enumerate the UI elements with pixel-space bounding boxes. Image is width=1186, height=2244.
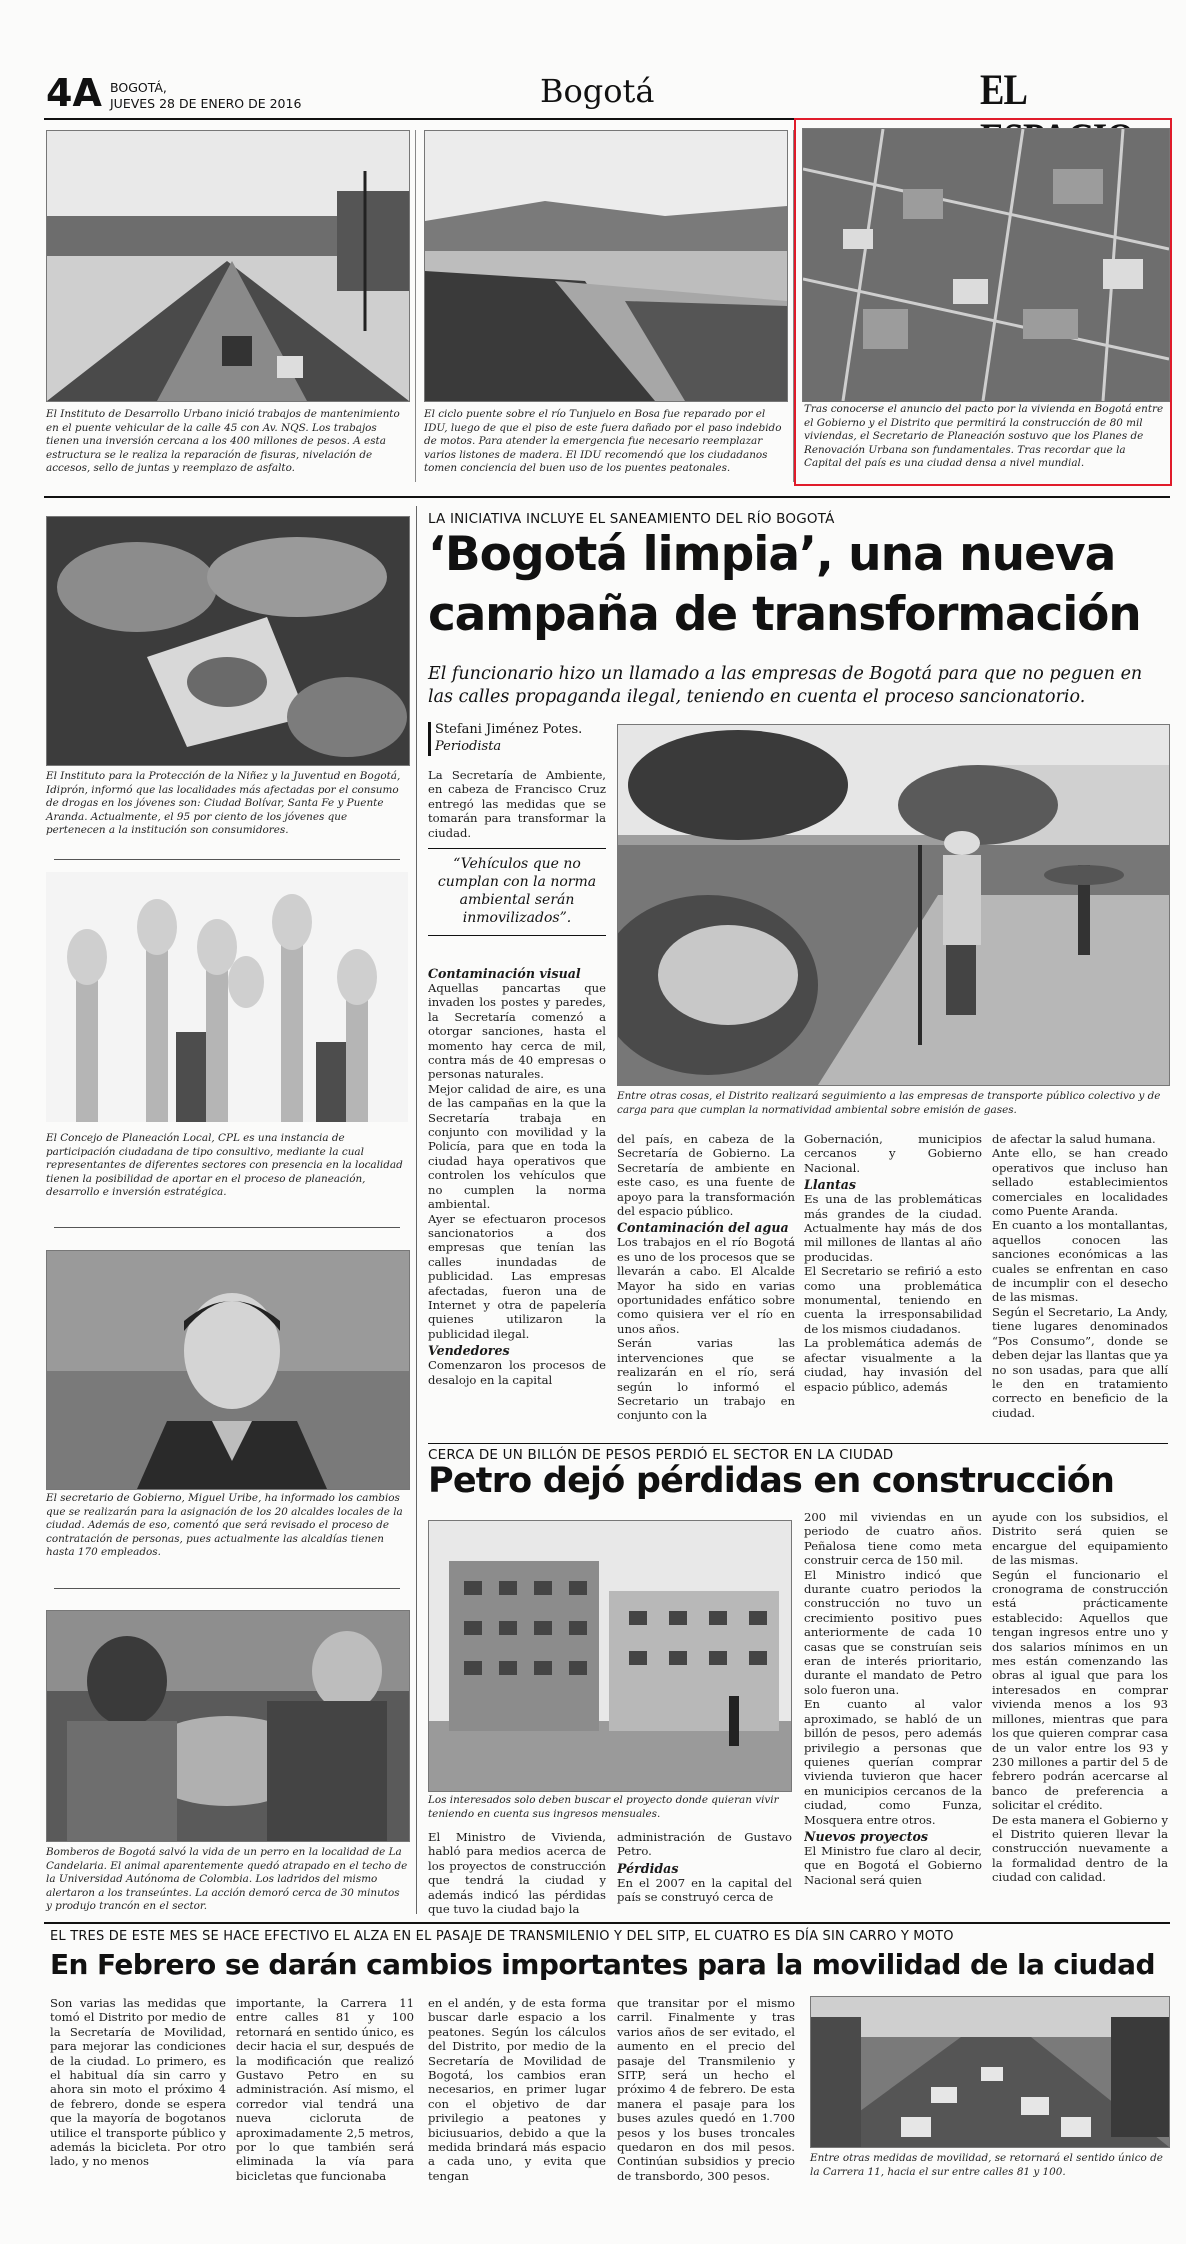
left-rule-1 xyxy=(54,859,400,860)
caption-aerial-city: Tras conocerse el anuncio del pacto por la vivienda en Bogotá entre el Gobierno y el Distrito que permitirá la construcción de 80 mil viviendas, el Secretario de Planeación sostuvo que los Planes de Renovación Urbana son fundamentales. Tras recordar que la Capital del país es una ciudad densa a nivel mundial. xyxy=(804,403,1164,470)
article2-kicker: CERCA DE UN BILLÓN DE PESOS PERDIÓ EL SECTOR EN LA CIUDAD xyxy=(428,1447,894,1463)
highlight-box xyxy=(794,118,1172,486)
article1-headline-1: ‘Bogotá limpia’, una nueva xyxy=(428,527,1116,582)
caption-park-worker: Entre otras cosas, el Distrito realizará seguimiento a las empresas de transporte público colectivo y de carga para que cumplan la normatividad ambiental sobre emisión de gases. xyxy=(617,1090,1161,1116)
article1-c4-p4: Según el Secretario, La Andy, tiene lugares denominados “Pos Consumo”, donde se deben dejar las llantas que ya no son usadas, para que allí le den en tratamiento correcto en beneficio de la ciudad. xyxy=(992,1304,1168,1420)
article1-c3-p1: Gobernación, municipios cercanos y Gobierno Nacional. xyxy=(804,1132,982,1175)
masthead-logo: EL xyxy=(980,67,1026,114)
article2-c1-p1: 200 mil viviendas en un periodo de cuatro años. Peñalosa tiene como meta construir cerca de 150 mil. xyxy=(804,1510,982,1568)
article1-pullquote xyxy=(428,848,606,936)
article2-headline: Petro dejó pérdidas en construcción xyxy=(428,1461,1115,1501)
caption-river-bridge: El ciclo puente sobre el río Tunjuelo en Bosa fue reparado por el IDU, luego de que el piso de este fuera dañado por el paso indebido de motos. Para atender la emergencia fue necesario reemplazar varios listones de madera. El IDU recomendó que los ciudadanos tomen conciencia del buen uso de los puentes peatonales. xyxy=(424,408,782,475)
top-section-rule xyxy=(44,496,1170,498)
article2-b1: El Ministro de Vivienda, habló para medios acerca de los proyectos de construcción que tendrá la ciudad y además indicó las pérdidas que tuvo la ciudad bajo la xyxy=(428,1830,606,1916)
article2-c2-p2: Según el funcionario el cronograma de construcción está prácticamente establecido: Aquellos que tengan ingresos entre uno y dos salarios mínimos en un mes están comenzando las obras al igual que para los interesados en comprar vivienda menos a los 93 millones, mientras que para los que quieren comprar casa de un valor entre los 93 y 230 millones a partir del 5 de febrero podrán acercarse al banco de preferencia a solicitar el crédito. xyxy=(992,1567,1168,1813)
article3-col2-text: importante, la Carrera 11 entre calles 81 y 100 retornará en sentido único, es decir hacia el sur, después de la modificación que realizó Gustavo Petro en su administración. Así mismo, el corredor vial tendrá una nueva cicloruta de aproximadamente 2,5 metros, por lo que también será eliminada la vía para bicicletas que funcionaba xyxy=(236,1996,414,2183)
caption-bridge-calle45: El Instituto de Desarrollo Urbano inició trabajos de mantenimiento en el puente vehicular de la calle 45 con Av. NQS. Los trabajos tienen una inversión cercana a los 400 millones de pesos. A esta estructura se le realiza la reparación de fisuras, nivelación de accesos, sello de juntas y reemplazo de asfalto. xyxy=(46,408,400,475)
article1-p4: Comenzaron los procesos de desalojo en la capital xyxy=(428,1358,606,1387)
article1-c2-p2: Los trabajos en el río Bogotá es uno de los procesos que se llevarán a cabo. El Alcalde Mayor ha sido en varias oportunidades enfático sobre como quisiera ver el río en unos años. xyxy=(617,1235,795,1336)
dateline-city: BOGOTÁ, xyxy=(110,80,167,95)
article2-body-mid xyxy=(617,1830,792,1916)
article2-top-rule xyxy=(428,1443,1168,1444)
article3-kicker: EL TRES DE ESTE MES SE HACE EFECTIVO EL ALZA EN EL PASAJE DE TRANSMILENIO Y DEL SITP, EL CUATRO ES DÍA SIN CARRO Y MOTO xyxy=(50,1929,954,1944)
article1-col4 xyxy=(992,1132,1168,1438)
article3-col4-text: que transitar por el mismo carril. Finalmente y tras varios años de ser evitado, el aumento en el precio del pasaje del Transmilenio y SITP, será un hecho el próximo 4 de febrero. De esta manera el pasaje para los buses azules quedó en 1.700 pesos y los buses troncales quedaron en dos mil pesos. Continúan subsidios y precio de transbordo, 300 pesos. xyxy=(617,1996,795,2183)
photo-drugs-hands xyxy=(46,516,410,766)
subhead-contaminacion-visual: Contaminación visual xyxy=(428,966,581,981)
subhead-perdidas: Pérdidas xyxy=(617,1860,679,1876)
article1-p1: Aquellas pancartas que invaden los postes y paredes, la Secretaría comenzó a otorgar sanciones, hasta el momento hay cerca de mil, contra más de 40 empresas o personas naturales. xyxy=(428,981,606,1082)
article1-p3: Ayer se efectuaron procesos sancionatorios a dos empresas que tenían las calles inundadas de publicidad. Las empresas afectadas, fueron una de Internet y otra de papelería quienes utilizaron la publicidad ilegal. xyxy=(428,1211,606,1341)
photo-raised-hands xyxy=(46,872,408,1122)
article1-c4-p1: de afectar la salud humana. xyxy=(992,1132,1156,1146)
page-number: 4A xyxy=(46,71,102,115)
left-rule-3 xyxy=(54,1588,400,1589)
article2-body-left xyxy=(428,1830,606,1916)
photo-park-worker xyxy=(617,724,1170,1086)
pullquote-text: “Vehículos que no cumplan con la norma ambiental serán inmovilizados”. xyxy=(437,856,597,926)
article2-c1-p3: En cuanto al valor aproximado, se habló de un billón de pesos, pero además privilegio a personas que quienes querían comprar vivienda tuvieron que hacer en municipios cercanos de la ciudad, como Funza, Mosquera entre otros. xyxy=(804,1697,982,1827)
photo-firefighters-dog xyxy=(46,1610,410,1842)
article1-c3-p4: La problemática además de afectar visualmente a la ciudad, hay invasión del espacio público, además xyxy=(804,1336,982,1394)
article1-c3-p2: Es una de las problemáticas más grandes de la ciudad. Actualmente hay más de dos mil millones de llantas al año producidas. xyxy=(804,1192,982,1264)
article1-headline-2: campaña de transformación xyxy=(428,587,1141,642)
top-divider-2 xyxy=(793,130,794,482)
photo-river-bridge-bosa xyxy=(424,130,788,402)
caption-cpl: El Concejo de Planeación Local, CPL es una instancia de participación ciudadana de tipo consultivo, mediante la cual representantes de diferentes sectores con presencia en la localidad tienen la posibilidad de aportar en el proceso de planeación, desarrollo e inversión estratégica. xyxy=(46,1132,403,1199)
article1-col3 xyxy=(804,1132,982,1438)
article2-c2-p1: ayude con los subsidios, el Distrito será quien se encargue del equipamiento de las mismas. xyxy=(992,1510,1168,1568)
subhead-contaminacion-agua: Contaminación del agua xyxy=(617,1220,789,1236)
article1-intro xyxy=(428,768,606,840)
article2-b3: En el 2007 en la capital del país se construyó cerca de xyxy=(617,1875,792,1905)
caption-dog-rescue: Bomberos de Bogotá salvó la vida de un perro en la localidad de La Candelaria. El animal aparentemente quedó atrapado en el techo de la Universidad Autónoma de Colombia. Los ladridos del mismo alertaron a los transeúntes. La acción demoró cerca de 30 minutos y produjo trancón en el sector. xyxy=(46,1846,408,1913)
article1-kicker: LA INICIATIVA INCLUYE EL SANEAMIENTO DEL RÍO BOGOTÁ xyxy=(428,511,835,527)
subhead-llantas: Llantas xyxy=(804,1177,857,1193)
article3-headline: En Febrero se darán cambios importantes para la movilidad de la ciudad xyxy=(50,1948,1155,1981)
photo-carrera11-traffic xyxy=(810,1996,1170,2148)
caption-alcaldes: El secretario de Gobierno, Miguel Uribe, ha informado los cambios que se realizarán para la asignación de los 20 alcaldes locales de la ciudad. Además de eso, comentó que será revisado el proceso de contratación de personas, pues actualmente las alcaldías tienen hasta 170 empleados. xyxy=(46,1492,403,1559)
left-rule-2 xyxy=(54,1227,400,1228)
caption-carrera11: Entre otras medidas de movilidad, se retornará el sentido único de la Carrera 11, hacia el sur entre calles 81 y 100. xyxy=(810,2152,1163,2178)
article2-c1-p2: El Ministro indicó que durante cuatro periodos la construcción no tuvo un crecimiento positivo pues anteriormente de cada 10 casas que se construían seis eran de interés prioritario, durante el mandato de Petro solo fueron una. xyxy=(804,1567,982,1697)
article3-col3 xyxy=(428,1996,606,2192)
article3-col1 xyxy=(50,1996,226,2192)
article1-col1 xyxy=(428,964,606,1438)
article2-c1-p4: El Ministro fue claro al decir, que en Bogotá el Gobierno Nacional será quien xyxy=(804,1843,982,1887)
subhead-vendedores: Vendedores xyxy=(428,1343,510,1359)
top-divider-1 xyxy=(415,130,416,482)
dateline-date: JUEVES 28 DE ENERO DE 2016 xyxy=(110,96,302,111)
byline-bar xyxy=(428,722,431,756)
section-title: Bogotá xyxy=(540,72,655,110)
author-name: Stefani Jiménez Potes. xyxy=(435,722,583,737)
subhead-nuevos-proyectos: Nuevos proyectos xyxy=(804,1828,929,1844)
article1-c3-p3: El Secretario se refirió a esto como una problemática monumental, teniendo en cuenta la irresponsabilidad de los mismos ciudadanos. xyxy=(804,1264,982,1336)
article3-col2 xyxy=(236,1996,414,2192)
article2-b2: administración de Gustavo Petro. xyxy=(617,1830,792,1859)
photo-bridge-calle45 xyxy=(46,130,410,402)
left-column-divider xyxy=(416,506,417,1914)
article1-c2-p1: del país, en cabeza de la Secretaría de Gobierno. La Secretaría de ambiente en este caso, es una fuente de apoyo para la transformación del espacio público. xyxy=(617,1132,795,1219)
author-role: Periodista xyxy=(435,739,502,754)
article3-col3-text: en el andén, y de esta forma buscar darle espacio a los peatones. Según los cálculos del Distrito, por medio de la Secretaría de Movilidad de Bogotá, los cambios eran necesarios, en primer lugar con el objetivo de dar privilegio a peatones y biciusuarios, debido a que la medida brindará más espacio a cada uno, y evita que tengan xyxy=(428,1996,606,2183)
article1-c4-p3: En cuanto a los montallantas, aquellos conocen las sanciones económicas a las cuales se enfrentan en caso de incumplir con el desecho de las mismas. xyxy=(992,1218,1168,1305)
article2-col1 xyxy=(804,1510,982,1916)
photo-housing-building xyxy=(428,1520,792,1792)
caption-idipron: El Instituto para la Protección de la Niñez y la Juventud en Bogotá, Idiprón, informó que las localidades más afectadas por el consumo de drogas en los jóvenes son: Ciudad Bolívar, Santa Fe y Puente Aranda. Actualmente, el 95 por ciento de los jóvenes que pertenecen a la institución son consumidores. xyxy=(46,770,401,837)
article3-col4 xyxy=(617,1996,795,2192)
article1-dek: El funcionario hizo un llamado a las empresas de Bogotá para que no peguen en las calles propaganda ilegal, teniendo en cuenta el proceso sancionatorio. xyxy=(428,664,1143,707)
article1-c4-p2: Ante ello, se han creado operativos que incluso han sellado establecimientos comerciales en localidades como Puente Aranda. xyxy=(992,1146,1168,1219)
article2-c2-p3: De esta manera el Gobierno y el Distrito quieren llevar la construcción nuevamente a la formalidad dentro de la ciudad con calidad. xyxy=(992,1812,1168,1885)
photo-miguel-uribe xyxy=(46,1250,410,1490)
article3-top-rule xyxy=(44,1922,1170,1924)
article1-p2: Mejor calidad de aire, es una de las campañas en la que la Secretaría trabaja en conjunto con movilidad y la Policía, para que en toda la ciudad haya operativos que controlen los vehículos que no cumplen la norma ambiental. xyxy=(428,1081,606,1212)
article3-col1-text: Son varias las medidas que tomó el Distrito por medio de la Secretaría de Movilidad, para mejorar las condiciones de la ciudad. Lo primero, es el habitual día sin carro y ahora sin moto el próximo 4 de febrero, donde se espera que la mayoría de bogotanos utilice el transporte público y además la bicicleta. Por otro lado, y no menos xyxy=(50,1996,226,2169)
caption-housing: Los interesados solo deben buscar el proyecto donde quieran vivir teniendo en cuenta sus ingresos mensuales. xyxy=(428,1794,779,1820)
article1-c2-p3: Serán varias las intervenciones que se realizarán en el río, será según lo informó el Secretario un trabajo en conjunto con la xyxy=(617,1336,795,1423)
article1-intro-text: La Secretaría de Ambiente, en cabeza de Francisco Cruz entregó las medidas que se tomarán para transformar la ciudad. xyxy=(428,768,606,840)
article1-col2 xyxy=(617,1132,795,1438)
article2-col2 xyxy=(992,1510,1168,1916)
